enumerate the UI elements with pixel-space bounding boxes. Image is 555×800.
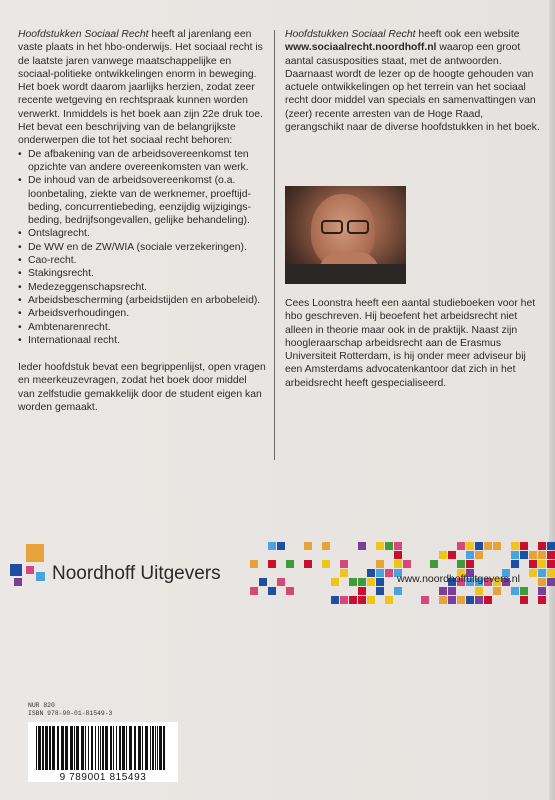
mosaic-square bbox=[439, 596, 447, 604]
barcode-bar bbox=[145, 726, 148, 770]
mosaic-square bbox=[475, 587, 483, 595]
mosaic-square bbox=[304, 542, 312, 550]
left-column bbox=[18, 28, 266, 414]
mosaic-square bbox=[250, 560, 258, 568]
topic-item: • De inhoud van de arbeidsovereenkomst (o.a. loonbetaling, ziekte van de werknemer, proeftijd-beding, concurrentiebeding, eenzijdig wijzigings-beding, bedrijfsongevallen, gelijke behandeling). bbox=[18, 174, 266, 227]
mosaic-square bbox=[475, 596, 483, 604]
barcode-bar bbox=[116, 726, 117, 770]
mosaic-square bbox=[394, 551, 402, 559]
mosaic-square bbox=[457, 560, 465, 568]
mosaic-square bbox=[547, 560, 555, 568]
mosaic-square bbox=[358, 578, 366, 586]
mosaic-square bbox=[466, 551, 474, 559]
mosaic-square bbox=[529, 551, 537, 559]
mosaic-square bbox=[493, 587, 501, 595]
topic-item: • Medezeggenschapsrecht. bbox=[18, 281, 266, 294]
mosaic-square bbox=[466, 542, 474, 550]
mosaic-square bbox=[394, 542, 402, 550]
barcode-bar bbox=[129, 726, 132, 770]
barcode-bar bbox=[138, 726, 141, 770]
barcode-bar bbox=[81, 726, 84, 770]
topic-item: • Arbeidsbescherming (arbeidstijden en arbobeleid). bbox=[18, 294, 266, 307]
barcode-bar bbox=[91, 726, 93, 770]
mosaic-square bbox=[26, 566, 34, 574]
barcode-bar bbox=[134, 726, 136, 770]
barcode-number: 9 789001 815493 bbox=[59, 772, 147, 783]
website-text-1: heeft ook een website bbox=[415, 29, 520, 40]
mosaic-square bbox=[268, 560, 276, 568]
barcode-bar bbox=[100, 726, 101, 770]
barcode-bar bbox=[105, 726, 108, 770]
mosaic-square bbox=[484, 542, 492, 550]
intro-paragraph bbox=[18, 28, 266, 148]
barcode-bar bbox=[70, 726, 73, 770]
mosaic-square bbox=[448, 596, 456, 604]
barcode-bar bbox=[155, 726, 156, 770]
cover-edge bbox=[549, 0, 555, 800]
mosaic-square bbox=[277, 542, 285, 550]
mosaic-square bbox=[394, 560, 402, 568]
mosaic-square bbox=[538, 587, 546, 595]
mosaic-square bbox=[349, 578, 357, 586]
mosaic-square bbox=[538, 560, 546, 568]
barcode-bar bbox=[122, 726, 125, 770]
topic-item: • De WW en de ZW/WIA (sociale verzekeringen). bbox=[18, 241, 266, 254]
barcode-bar bbox=[38, 726, 41, 770]
mosaic-square bbox=[331, 578, 339, 586]
mosaic-square bbox=[385, 596, 393, 604]
barcode-bar bbox=[110, 726, 112, 770]
barcode-bar bbox=[85, 726, 86, 770]
mosaic-square bbox=[547, 569, 555, 577]
mosaic-square bbox=[520, 542, 528, 550]
barcode-bar bbox=[52, 726, 55, 770]
website-url[interactable]: www.sociaalrecht.noordhoff.nl bbox=[285, 42, 437, 54]
mosaic-square bbox=[340, 560, 348, 568]
mosaic-square bbox=[529, 569, 537, 577]
barcode-bar bbox=[152, 726, 154, 770]
barcode-labels bbox=[28, 702, 112, 717]
barcode-bar bbox=[49, 726, 51, 770]
barcode-bar bbox=[98, 726, 99, 770]
barcode-bar bbox=[126, 726, 127, 770]
barcode-bar bbox=[74, 726, 75, 770]
mosaic-square bbox=[376, 578, 384, 586]
topic-item: • Ontslagrecht. bbox=[18, 227, 266, 240]
mosaic-square bbox=[10, 564, 22, 576]
author-shirt bbox=[285, 264, 406, 284]
barcode-bar bbox=[42, 726, 44, 770]
mosaic-square bbox=[430, 560, 438, 568]
author-photo bbox=[285, 186, 406, 284]
website-title: Hoofdstukken Sociaal Recht bbox=[285, 29, 416, 40]
mosaic-square bbox=[448, 551, 456, 559]
barcode-bar bbox=[57, 726, 59, 770]
glasses-icon bbox=[321, 220, 343, 234]
mosaic-square bbox=[340, 569, 348, 577]
mosaic-square bbox=[538, 569, 546, 577]
mosaic-square bbox=[421, 596, 429, 604]
barcode-bar bbox=[159, 726, 162, 770]
nur-code: NUR 820 bbox=[28, 702, 55, 709]
mosaic-square bbox=[367, 578, 375, 586]
mosaic-square bbox=[475, 542, 483, 550]
mosaic-square bbox=[322, 542, 330, 550]
glasses-icon bbox=[347, 220, 369, 234]
isbn-code: ISBN 978-90-01-81549-3 bbox=[28, 709, 113, 717]
barcode-bar bbox=[157, 726, 158, 770]
mosaic-square bbox=[511, 587, 519, 595]
topics-list bbox=[18, 148, 266, 347]
mosaic-square bbox=[439, 587, 447, 595]
mosaic-square bbox=[538, 551, 546, 559]
mosaic-square bbox=[286, 560, 294, 568]
topic-item: • Cao-recht. bbox=[18, 254, 266, 267]
mosaic-square bbox=[511, 542, 519, 550]
publisher-url[interactable]: www.noordhoffuitgevers.nl bbox=[397, 573, 520, 585]
closing-paragraph: Ieder hoofdstuk bevat een begrippenlijst, open vragen en meerkeuzevragen, zodat het boek door middel van zelfstudie gemakkelijk door de student eigen kan worden gemaakt. bbox=[18, 362, 266, 414]
author-bio-block bbox=[285, 297, 540, 390]
topic-item: • De afbakening van de arbeidsovereenkomst ten opzichte van andere overeenkomsten van werk. bbox=[18, 148, 266, 175]
mosaic-square bbox=[376, 569, 384, 577]
column-divider bbox=[274, 30, 275, 460]
mosaic-square bbox=[385, 569, 393, 577]
mosaic-square bbox=[376, 542, 384, 550]
mosaic-square bbox=[250, 587, 258, 595]
mosaic-square bbox=[277, 578, 285, 586]
mosaic-square bbox=[466, 560, 474, 568]
barcode-bar bbox=[150, 726, 151, 770]
barcode-bar bbox=[113, 726, 114, 770]
intro-title: Hoofdstukken Sociaal Recht bbox=[18, 29, 149, 40]
mosaic-square bbox=[520, 587, 528, 595]
mosaic-square bbox=[268, 542, 276, 550]
mosaic-square bbox=[529, 560, 537, 568]
mosaic-square bbox=[304, 560, 312, 568]
mosaic-square bbox=[403, 560, 411, 568]
mosaic-square bbox=[286, 587, 294, 595]
website-text-2: waarop een groot aantal casusposities staat, met de antwoorden. Daarnaast wordt de lezer op de hoogte gehouden van actuele ontwikkelingen op het terrein van het sociaal recht door middel van specials en samenvattingen van (zeer) recente arresten van de Hoge Raad, gerangschikt naar de diverse hoofdstukken in het boek. bbox=[285, 42, 540, 134]
mosaic-square bbox=[36, 572, 45, 581]
publisher-name: Noordhoff Uitgevers bbox=[52, 563, 221, 584]
barcode-bar bbox=[102, 726, 104, 770]
mosaic-square bbox=[340, 596, 348, 604]
topic-item: • Internationaal recht. bbox=[18, 334, 266, 347]
mosaic-square bbox=[376, 560, 384, 568]
mosaic-square bbox=[547, 542, 555, 550]
barcode-bar bbox=[36, 726, 37, 770]
mosaic-square bbox=[538, 596, 546, 604]
topic-item: • Stakingsrecht. bbox=[18, 267, 266, 280]
barcode-bar bbox=[65, 726, 68, 770]
mosaic-square bbox=[457, 542, 465, 550]
intro-text: heeft al jarenlang een vaste plaats in het hbo-onderwijs. Het sociaal recht is de laatste jaren vanwege maatschappelijke en sociaal-politieke ontwikkelingen enorm in beweging. Het boek wordt daarom jaarlijks herzien, zodat zeer recente wetgeving en rechtspraak kunnen worden verwerkt. Inmiddels is het boek aan zijn 22e druk toe. Het bevat een beschrijving van de belangrijkste onderwerpen die tot het sociaal recht behoren: bbox=[18, 29, 263, 147]
barcode-bar bbox=[119, 726, 121, 770]
mosaic-square bbox=[268, 587, 276, 595]
mosaic-square bbox=[484, 596, 492, 604]
website-paragraph bbox=[285, 28, 540, 134]
mosaic-square bbox=[367, 569, 375, 577]
mosaic-square bbox=[475, 551, 483, 559]
mosaic-square bbox=[331, 596, 339, 604]
topic-item: • Ambtenarenrecht. bbox=[18, 321, 266, 334]
right-column bbox=[285, 28, 540, 134]
mosaic-square bbox=[358, 596, 366, 604]
mosaic-square bbox=[511, 551, 519, 559]
mosaic-square bbox=[385, 542, 393, 550]
mosaic-square bbox=[358, 542, 366, 550]
mosaic-square bbox=[547, 551, 555, 559]
barcode-bar bbox=[45, 726, 48, 770]
mosaic-square bbox=[520, 596, 528, 604]
mosaic-square bbox=[547, 578, 555, 586]
mosaic-square bbox=[259, 578, 267, 586]
mosaic-square bbox=[322, 560, 330, 568]
barcode-bars bbox=[36, 726, 170, 770]
mosaic-square bbox=[439, 551, 447, 559]
mosaic-square bbox=[376, 587, 384, 595]
mosaic-square bbox=[520, 551, 528, 559]
mosaic-square bbox=[394, 587, 402, 595]
mosaic-square bbox=[466, 596, 474, 604]
mosaic-square bbox=[538, 578, 546, 586]
mosaic-square bbox=[493, 542, 501, 550]
mosaic-square bbox=[538, 542, 546, 550]
barcode-bar bbox=[163, 726, 165, 770]
mosaic-square bbox=[367, 596, 375, 604]
barcode-bar bbox=[61, 726, 64, 770]
mosaic-square bbox=[511, 560, 519, 568]
author-bio: Cees Loonstra heeft een aantal studieboeken voor het hbo geschreven. Hij beoefent het arbeidsrecht niet alleen in theorie maar ook in de praktijk. Naast zijn hoogleraarschap arbeidsrecht aan de Erasmus Universiteit Rotterdam, is hij onder meer adviseur bij een Amsterdams advocatenkantoor dat zich in het arbeidsrecht heeft gespecialiseerd. bbox=[285, 298, 536, 389]
barcode-bar bbox=[95, 726, 96, 770]
barcode-bar bbox=[88, 726, 89, 770]
mosaic-square bbox=[358, 587, 366, 595]
mosaic-square bbox=[349, 596, 357, 604]
topic-item: • Arbeidsverhoudingen. bbox=[18, 307, 266, 320]
mosaic-square bbox=[448, 587, 456, 595]
barcode-bar bbox=[76, 726, 79, 770]
mosaic-square bbox=[26, 544, 44, 562]
barcode-bar bbox=[142, 726, 143, 770]
mosaic-square bbox=[14, 578, 22, 586]
mosaic-square bbox=[457, 596, 465, 604]
